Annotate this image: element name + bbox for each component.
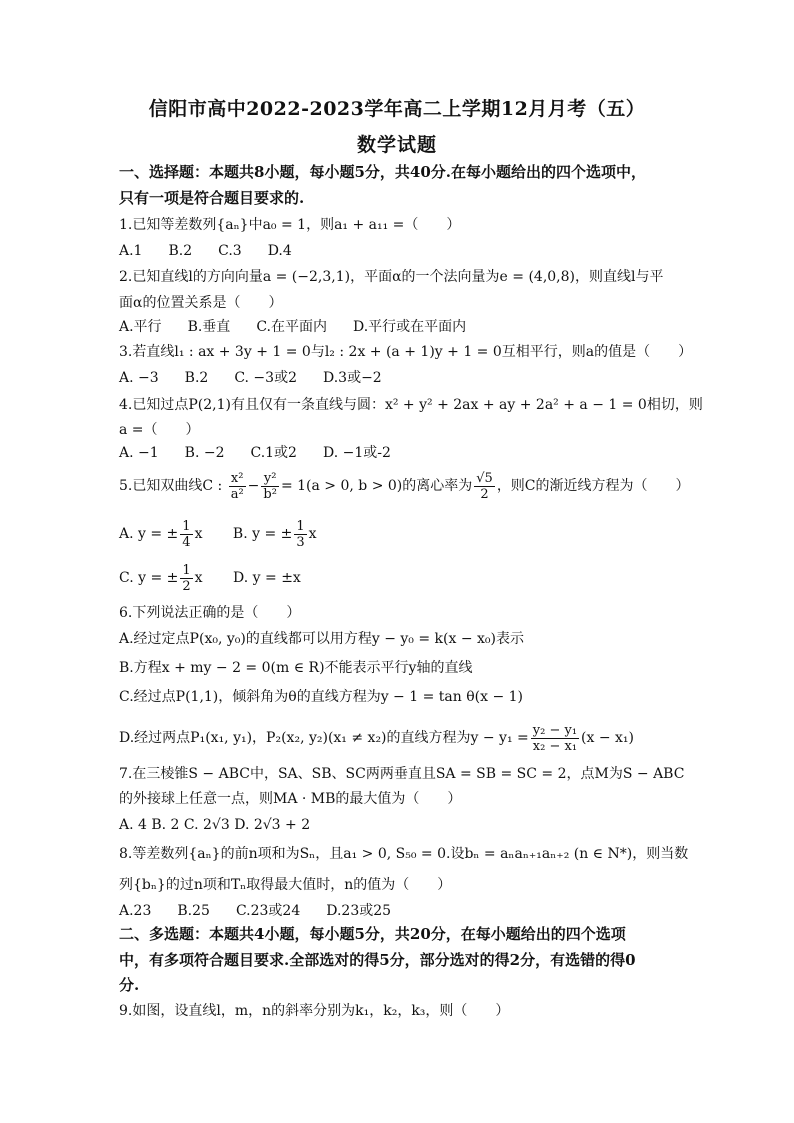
- q8-option-d: D.23或25: [326, 903, 392, 919]
- q4-options: [119, 444, 417, 462]
- section2-heading-line2: 中，有多项符合题目要求.全部选对的得5分，部分选对的得2分，有选错的得0: [119, 951, 636, 969]
- q6-option-d-post: (x − x₁): [581, 730, 635, 746]
- q5-fraction-x2-a2: [229, 471, 246, 502]
- q6-option-d-den: x₂ − x₁: [532, 738, 578, 754]
- q5-frac1-numerator: x²: [229, 471, 246, 487]
- q5-option-b: [233, 514, 317, 554]
- q5-stem-post: ，则C的渐近线方程为（ ）: [496, 478, 690, 494]
- q4-stem-line2: a =（ ）: [119, 422, 200, 438]
- q7-stem-line2: 的外接球上任意一点，则MA · MB的最大值为（ ）: [119, 791, 462, 807]
- section2-heading-line1: 二、多选题：本题共4小题，每小题5分，共20分，在每小题给出的四个选项: [119, 925, 626, 943]
- q4-stem-line1: 4.已知过点P(2,1)有且仅有一条直线与圆：x² + y² + 2ax + ay + 2a² + a − 1 = 0相切，则: [119, 397, 703, 413]
- q5-option-b-den: 3: [296, 534, 305, 550]
- q5-stem: [119, 466, 690, 506]
- q5-option-a-fraction: [180, 519, 192, 550]
- q1-option-b: B.2: [168, 243, 193, 259]
- exam-subtitle: 数学试题: [356, 134, 437, 156]
- q8-option-c: C.23或24: [235, 903, 301, 919]
- q5-option-c: [119, 558, 203, 598]
- q8-stem-line2: 列{bₙ}的过n项和Tₙ取得最大值时，n的值为（ ）: [119, 877, 452, 893]
- q1-option-c: C.3: [218, 243, 242, 259]
- q1-option-d: D.4: [267, 243, 292, 259]
- q9-stem: 9.如图，设直线l，m，n的斜率分别为k₁，k₂，k₃，则（ ）: [119, 1003, 510, 1019]
- q3-stem: 3.若直线l₁ : ax + 3y + 1 = 0与l₂ : 2x + (a + 1)y + 1 = 0互相平行，则a的值是（ ）: [119, 344, 693, 360]
- q3-option-c: C. −3或2: [234, 370, 297, 386]
- q8-option-a: A.23: [119, 903, 152, 919]
- q4-option-a: A. −1: [119, 445, 159, 461]
- exam-title: 信阳市高中2022-2023学年高二上学期12月月考（五）: [148, 98, 646, 120]
- q4-option-d: D. −1或-2: [322, 445, 391, 461]
- q6-option-d-fraction: [531, 723, 579, 754]
- q5-fraction-eccentricity: [474, 471, 495, 502]
- q3-option-a: A. −3: [119, 370, 159, 386]
- q7-stem-line1: 7.在三棱锥S − ABC中，SA、SB、SC两两垂直且SA = SB = SC = 2，点M为S − ABC: [119, 766, 685, 782]
- q5-option-a-den: 4: [182, 534, 191, 550]
- q6-option-a: A.经过定点P(x₀, y₀)的直线都可以用方程y − y₀ = k(x − x₀)表示: [119, 631, 524, 647]
- q4-option-c: C.1或2: [250, 445, 297, 461]
- q6-option-d-pre: D.经过两点P₁(x₁, y₁)，P₂(x₂, y₂)(x₁ ≠ x₂)的直线方程为y − y₁ =: [119, 730, 529, 746]
- q5-stem-mid: = 1(a > 0, b > 0)的离心率为: [280, 478, 473, 494]
- q5-frac2-numerator: y²: [261, 471, 279, 487]
- q2-option-c: C.在平面内: [256, 319, 327, 335]
- q5-frac1-denominator: a²: [230, 486, 244, 502]
- q5-option-c-den: 2: [182, 578, 191, 594]
- q5-option-c-pre: C. y = ±: [119, 570, 179, 586]
- q2-stem-line1: 2.已知直线l的方向向量a = (−2,3,1)，平面α的一个法向量为e = (4,0,8)，则直线l与平: [119, 269, 664, 285]
- q4-option-b: B. −2: [184, 445, 225, 461]
- section1-heading-line2: 只有一项是符合题目要求的.: [119, 189, 305, 207]
- q1-options: [119, 242, 318, 260]
- q1-option-a: A.1: [119, 243, 143, 259]
- q5-frac3-denominator: 2: [480, 486, 489, 502]
- q5-option-c-fraction: [180, 563, 192, 594]
- q5-option-d: D. y = ±x: [233, 570, 301, 586]
- q5-frac3-numerator: √5: [476, 470, 493, 486]
- q5-option-a-num: 1: [182, 518, 191, 534]
- q2-options: [119, 318, 492, 336]
- q2-option-a: A.平行: [119, 319, 162, 335]
- q5-option-b-post: x: [308, 526, 317, 542]
- q5-options-cd: [119, 558, 327, 598]
- q5-option-a: [119, 514, 202, 554]
- q5-minus: −: [247, 478, 260, 494]
- q5-frac2-denominator: b²: [263, 486, 277, 502]
- q5-option-b-pre: B. y = ±: [232, 526, 293, 542]
- q3-option-d: D.3或−2: [322, 370, 382, 386]
- q5-option-c-num: 1: [182, 562, 191, 578]
- q1-stem: 1.已知等差数列{aₙ}中a₀ = 1，则a₁ + a₁₁ =（ ）: [119, 217, 461, 233]
- q5-option-c-post: x: [194, 570, 203, 586]
- q5-option-b-num: 1: [296, 518, 305, 534]
- q5-option-b-fraction: [294, 519, 306, 550]
- q5-options-ab: [119, 514, 343, 554]
- q8-option-b: B.25: [177, 903, 210, 919]
- q5-stem-pre: 5.已知双曲线C :: [119, 478, 223, 494]
- q3-options: [119, 369, 408, 387]
- q2-option-d: D.平行或在平面内: [352, 319, 467, 335]
- section2-heading-line3: 分.: [119, 976, 140, 994]
- q8-stem-line1: 8.等差数列{aₙ}的前n项和为Sₙ，且a₁ > 0, S₅₀ = 0.设bₙ = aₙaₙ₊₁aₙ₊₂ (n ∈ N*)，则当数: [119, 846, 689, 862]
- q6-option-d: [119, 718, 634, 758]
- q2-stem-line2: 面α的位置关系是（ ）: [119, 295, 283, 311]
- q5-option-a-post: x: [194, 526, 203, 542]
- q3-option-b: B.2: [184, 370, 209, 386]
- q8-options: [119, 902, 417, 920]
- section1-heading-line1: 一、选择题：本题共8小题，每小题5分，共40分.在每小题给出的四个选项中，: [119, 163, 646, 181]
- q5-fraction-y2-b2: [261, 471, 279, 502]
- q7-options: A. 4 B. 2 C. 2√3 D. 2√3 + 2: [119, 817, 311, 833]
- q6-option-d-num: y₂ − y₁: [532, 722, 578, 738]
- q2-option-b: B.垂直: [187, 319, 231, 335]
- q5-option-a-pre: A. y = ±: [119, 526, 179, 542]
- q6-option-c: C.经过点P(1,1)，倾斜角为θ的直线方程为y − 1 = tan θ(x − 1): [119, 689, 524, 705]
- q6-option-b: B.方程x + my − 2 = 0(m ∈ R)不能表示平行y轴的直线: [119, 660, 473, 676]
- q6-stem: 6.下列说法正确的是（ ）: [119, 605, 301, 621]
